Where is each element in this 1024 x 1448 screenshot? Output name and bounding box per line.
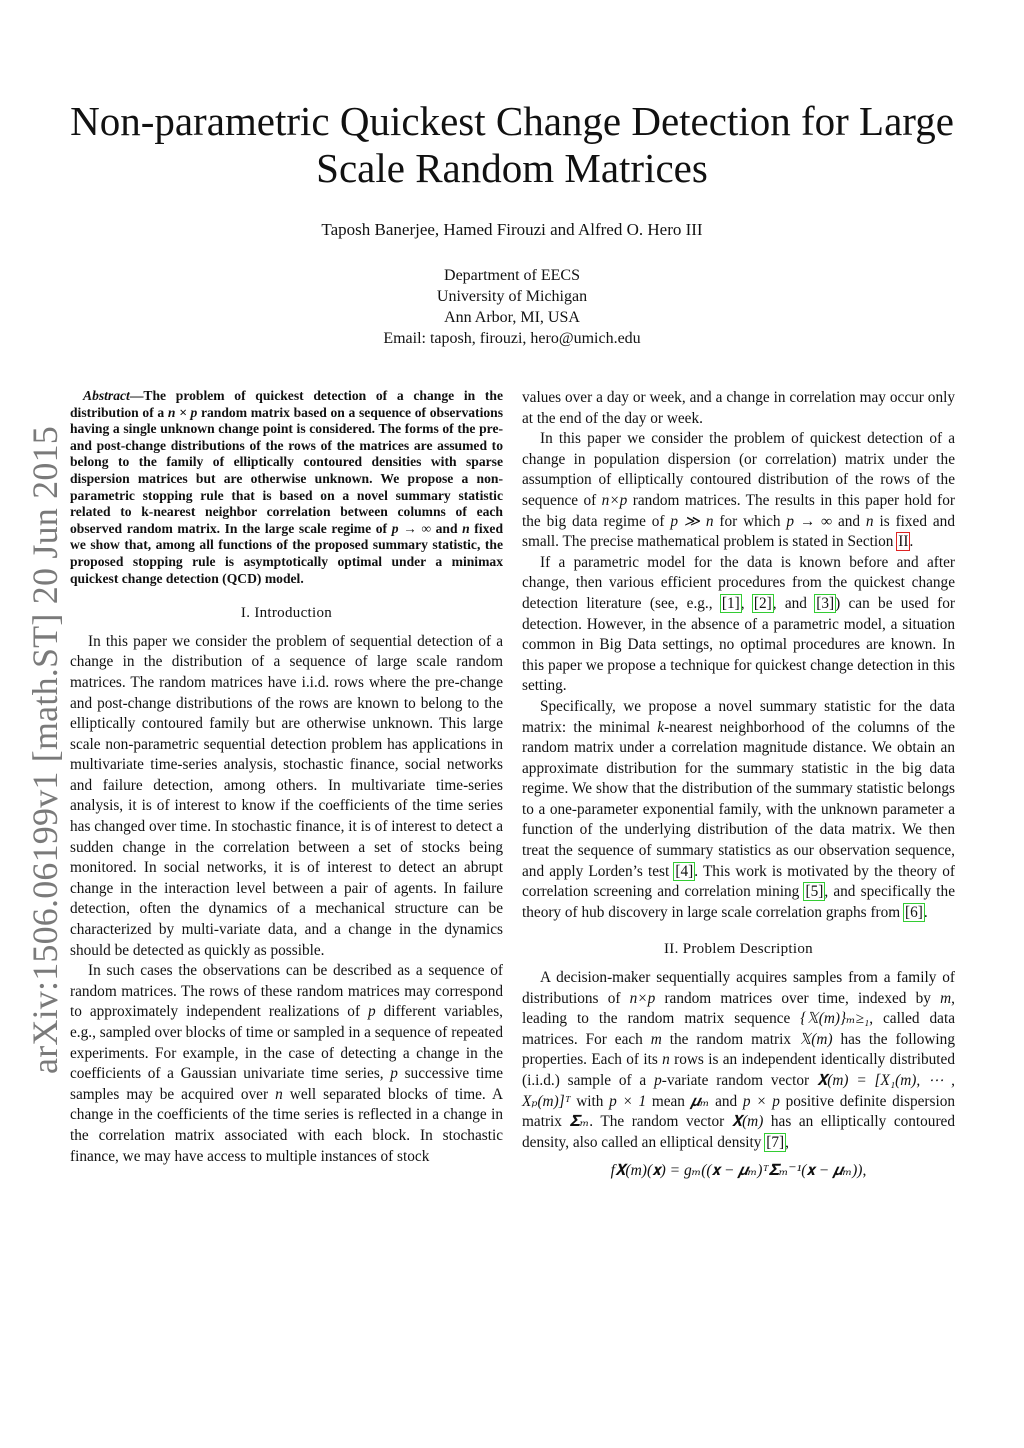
abstract-label: Abstract <box>83 388 130 403</box>
problem-paragraph-1: A decision-maker sequentially acquires samples from a family of distributions of n×p random matrices over time, indexed by m, leading to the random matrix sequence {𝕏(m)}ₘ≥₁, called data matrices. For each m the random matrix 𝕏(m) has the following properties. Each of its n rows is an independent identically distributed (i.i.d.) sample of a p-variate random vector 𝐗(m) = [X₁(m), ⋯ , Xₚ(m)]ᵀ with p × 1 mean 𝝁ₘ and p × p positive definite dispersion matrix 𝚺ₘ. The random vector 𝐗(m) has an elliptically contoured density, also called an elliptical density [7], <box>522 969 956 1151</box>
section-heading-problem-description: II. Problem Description <box>664 941 813 958</box>
affiliation-email: Email: taposh, firouzi, hero@umich.edu <box>383 330 641 347</box>
citation-link-1[interactable]: [1] <box>721 594 740 612</box>
arxiv-id: arXiv:1506.06199v1 [math.ST] 20 Jun 2015 <box>25 426 66 1074</box>
citation-link-4[interactable]: [4] <box>675 862 694 880</box>
continued-paragraph: values over a day or week, and a change in correlation may occur only at the end of the day or week. <box>522 389 955 427</box>
affiliation-dept: Department of EECS <box>444 267 580 284</box>
left-column <box>70 388 503 1167</box>
citation-link-7[interactable]: [7] <box>766 1133 785 1151</box>
citation-link-6[interactable]: [6] <box>905 903 923 921</box>
abstract: Abstract—The problem of quickest detection of a change in the distribution of a n × p random matrix based on a sequence of observations having a single unknown change point is considered. The forms of the pre- and post-change distributions of the rows of the matrices are assumed to belong to the family of elliptically contoured densities with sparse dispersion matrices but are otherwise unknown. We propose a non-parametric stopping rule that is based on a novel summary statistic related to k-nearest neighbor correlation between columns of each observed random matrix. In the large scale regime of p → ∞ and n fixed we show that, among all functions of the proposed summary statistic, the proposed stopping rule is asymptotically optimal under a minimax quickest change detection (QCD) model. <box>70 388 504 586</box>
citation-link-2[interactable]: [2] <box>753 594 772 612</box>
affiliation <box>0 265 1024 349</box>
right-column <box>522 388 955 1182</box>
affiliation-city: Ann Arbor, MI, USA <box>444 309 580 326</box>
intro-paragraph-5: Specifically, we propose a novel summary statistic for the data matrix: the minimal k-nearest neighborhood of the columns of the random matrix under a correlation magnitude distance. We obtain an approximate distribution for the summary statistic in the big data regime. We show that the distribution of the summary statistic belongs to a one-parameter exponential family, with the unknown parameter a function of the underlying distribution of the data matrix. We then treat the sequence of summary statistics as our observation sequence, and apply Lorden’s test [4]. This work is motivated by the theory of correlation screening and correlation mining [5], and specifically the theory of hub discovery in large scale correlation graphs from [6]. <box>522 697 955 921</box>
citation-link-3[interactable]: [3] <box>816 594 835 612</box>
paper-title: Non-parametric Quickest Change Detection for Large Scale Random Matrices <box>70 98 954 191</box>
section-heading-introduction: I. Introduction <box>240 605 333 622</box>
intro-paragraph-1: In this paper we consider the problem of sequential detection of a change in the distribution of a sequence of large scale random matrices. The random matrices have i.i.d. rows where the pre-change and post-change distributions of the rows are known to belong to the elliptically contoured family but are otherwise unknown. This large scale non-parametric sequential detection problem has applications in multivariate time-series analysis, stochastic finance, social networks and failure detection, among others. In multivariate time-series analysis, it is of interest to know if the coefficients of the time series has changed over time. In stochastic finance, it is of interest to detect a sudden change in the correlation between a set of stocks being monitored. In social networks, it is of interest to detect an abrupt change in the interaction level between a pair of agents. In failure detection, often the dynamics of a mechanical structure can be characterized by multi-variate data, and a change in the dynamics should be detected as quickly as possible. <box>70 632 503 959</box>
intro-paragraph-4: If a parametric model for the data is known before and after change, then various efficient procedures from the quickest change detection literature (see, e.g., [1], [2], and [3]) can be used for detection. However, in the absence of a parametric model, a situation common in Big Data settings, no optimal procedures are known. In this paper we propose a technique for quickest change detection in this setting. <box>522 553 955 695</box>
density-equation: f𝐗(m)(𝐱) = gₘ((𝐱 − 𝝁ₘ)ᵀ𝚺ₘ⁻¹(𝐱 − 𝝁ₘ)), <box>610 1162 867 1180</box>
affiliation-univ: University of Michigan <box>436 288 588 305</box>
authors: Taposh Banerjee, Hamed Firouzi and Alfred O. Hero III <box>321 220 703 239</box>
citation-link-5[interactable]: [5] <box>805 883 824 901</box>
intro-paragraph-3: In this paper we consider the problem of quickest detection of a change in population dispersion (or correlation) matrix under the assumption of elliptically contoured distribution of the rows of the sequence of n×p random matrices. The results in this paper hold for the big data regime of p ≫ n for which p → ∞ and n is fixed and small. The precise mathematical problem is stated in Section II. <box>522 430 955 551</box>
section-link-ii[interactable]: II <box>898 533 909 551</box>
arxiv-stamp <box>21 426 69 1074</box>
intro-paragraph-2: In such cases the observations can be described as a sequence of random matrices. The rows of these random matrices may correspond to approximately independent realizations of p different variables, e.g., sampled over blocks of time or sampled in a sequence of repeated experiments. For example, in the case of detecting a change in the coefficients of a Gaussian univariate time series, p successive time samples may be acquired over n well separated blocks of time. A change in the coefficients of the time series is reflected in a change in the correlation matrix associated with each block. In stochastic finance, we may have access to multiple instances of stock <box>70 962 504 1165</box>
